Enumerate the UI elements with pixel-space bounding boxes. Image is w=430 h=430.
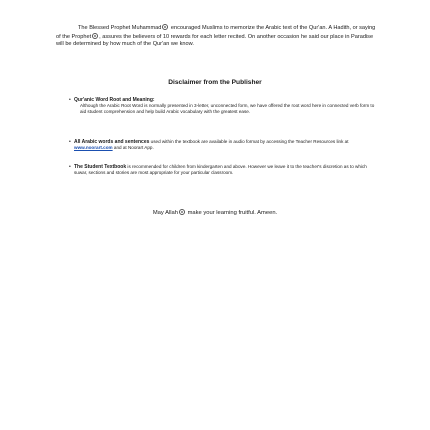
item-title: The Student Textbook [74, 164, 127, 170]
item-body: used within the textbook are available in audio format by accessing the Teacher Resources link at [149, 139, 349, 144]
item-body: Although the Arabic Root Word is normally presented in 3-letter, unconnected form, we have offered the root word here in connected verb form to aid student comprehension and help build Arabic vocabulary with the greatest ease. [80, 103, 375, 114]
item-title: Qur'anic Word Root and Meaning: [74, 97, 155, 103]
closing-line [0, 209, 430, 216]
intro-paragraph [56, 24, 376, 49]
intro-text-3: , assures the believers of 10 rewards for each letter recited. On another occasion he said our place in Paradise will be determined by how much of the Qur'an we know. [56, 33, 374, 48]
bullet-icon: • [69, 164, 71, 170]
disclaimer-item-textbook [69, 164, 379, 176]
disclaimer-item-word-root [69, 97, 379, 115]
honorific-icon [92, 33, 98, 39]
honorific-icon [162, 24, 168, 30]
closing-text-2: make your learning fruitful. Ameen. [185, 210, 278, 216]
honorific-icon [179, 209, 185, 215]
closing-text-1: May Allah [152, 210, 178, 216]
disclaimer-item-audio [69, 139, 379, 151]
bullet-icon: • [69, 97, 71, 103]
noorart-link[interactable]: www.noorart.com [74, 145, 113, 150]
intro-text-2: encouraged Muslims to memorize the Arabic text of the Qur'an. A Hadith, or saying of the Prophet [56, 25, 376, 40]
disclaimer-title: Disclaimer from the Publisher [168, 79, 262, 86]
item-title: All Arabic words and sentences [74, 139, 150, 145]
intro-text-1: The Blessed Prophet Muhammad [78, 25, 162, 31]
bullet-icon: • [69, 139, 71, 145]
item-body-end: and at Noorart App. [112, 145, 154, 150]
item-body: is recommended for children from kindergarten and above. However we leave it to the teacher's discretion as to which suwar, sections and stories are most appropriate for your particular classroom. [74, 164, 367, 175]
